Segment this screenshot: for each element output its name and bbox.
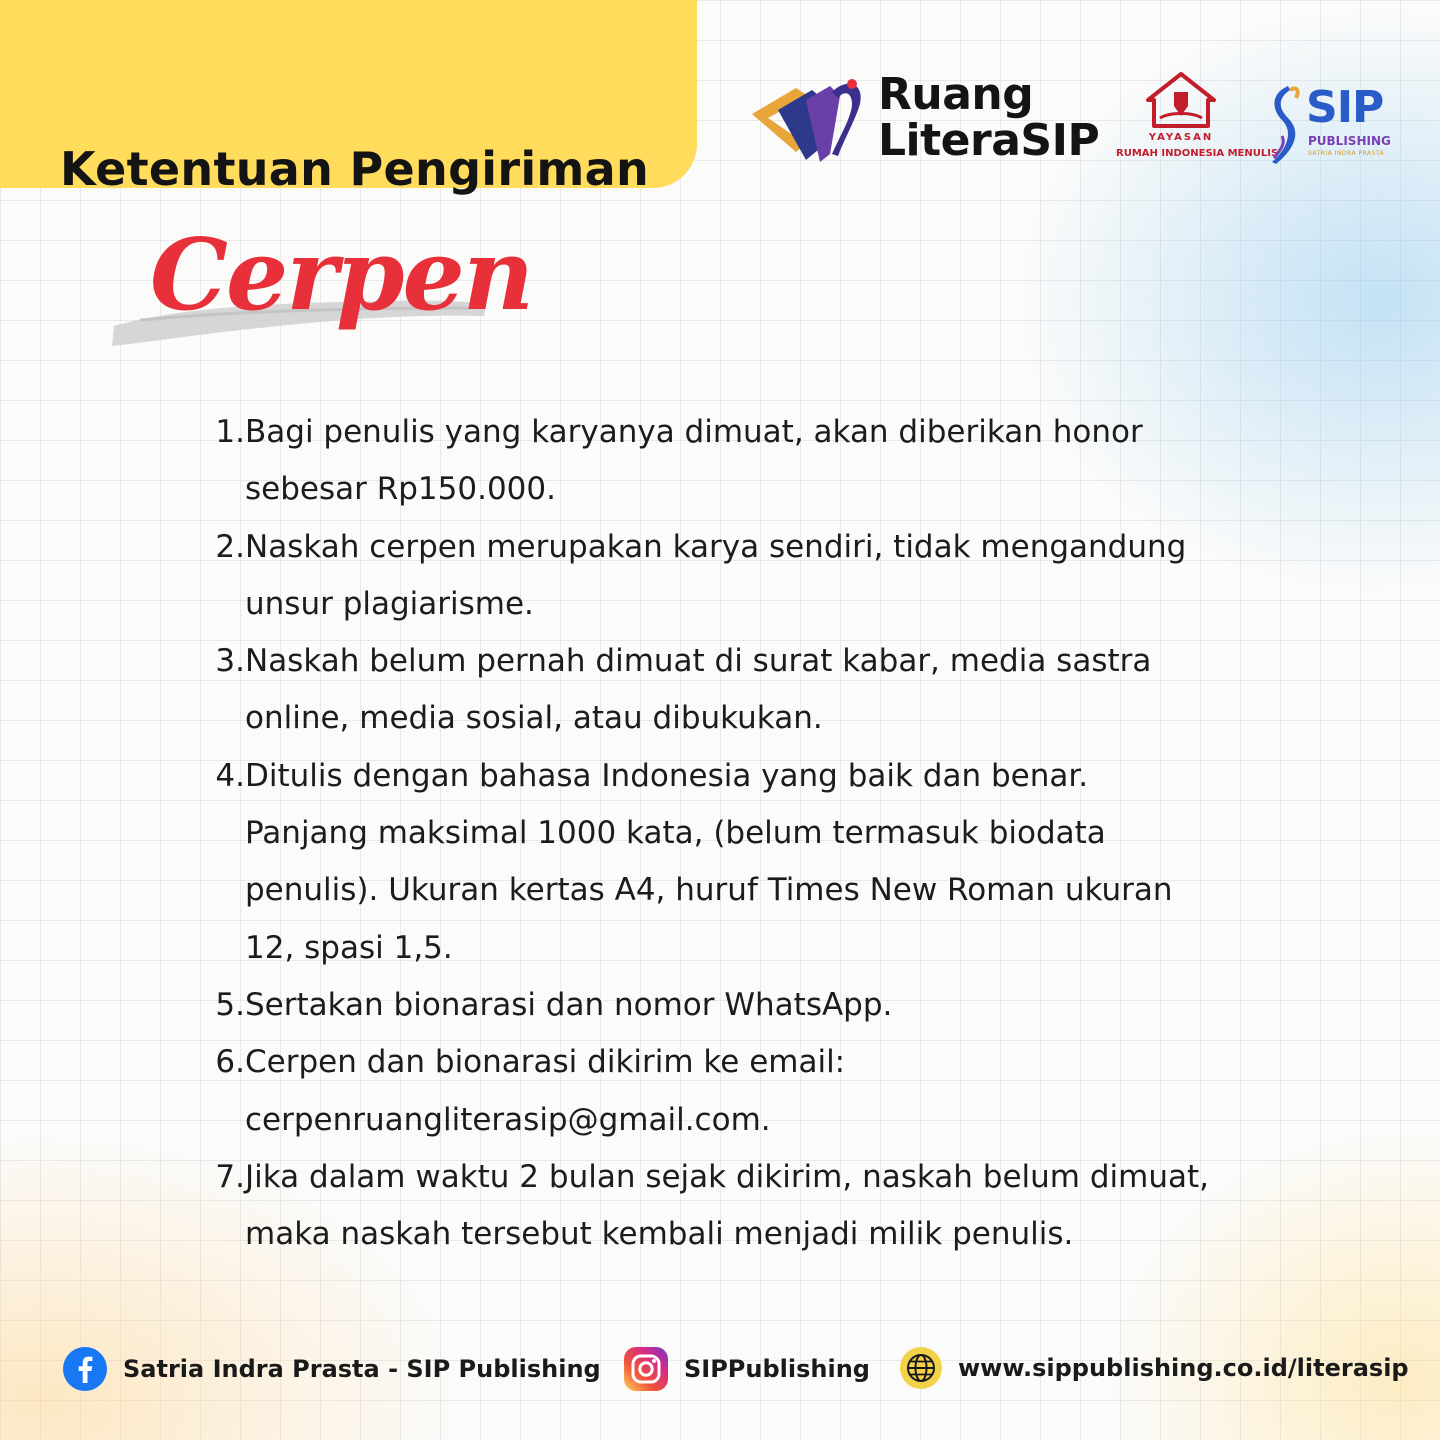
rule-item: [210, 977, 1270, 1034]
rule-item: [210, 748, 1270, 977]
rule-line: maka naskah tersebut kembali menjadi milik penulis.: [245, 1216, 1074, 1253]
sip-swoosh-icon: [1260, 80, 1304, 166]
publishing-label: PUBLISHING: [1308, 134, 1391, 148]
rule-item: [210, 633, 1270, 748]
sip-publishing-logo: [1260, 80, 1391, 170]
footer: [0, 1340, 1440, 1396]
rule-line: sebesar Rp150.000.: [245, 471, 556, 508]
yayasan-rumah-indonesia-menulis-logo: [1116, 70, 1279, 170]
rule-text: [245, 977, 1270, 1034]
instagram-link[interactable]: [623, 1346, 870, 1392]
globe-icon: [899, 1346, 943, 1390]
rule-number: 2.: [215, 528, 245, 565]
rule-text: [245, 1149, 1270, 1264]
rule-line: Jika dalam waktu 2 bulan sejak dikirim, naskah belum dimuat,: [245, 1158, 1209, 1195]
rule-text: [245, 519, 1270, 634]
literasip-word: LiteraSIP: [878, 115, 1100, 166]
rule-number: 1.: [215, 414, 245, 450]
rule-line: cerpenruangliterasip@gmail.com.: [245, 1101, 771, 1138]
script-title: Cerpen: [150, 218, 533, 333]
rule-text: [245, 633, 1270, 748]
website-label: www.sippublishing.co.id/literasip: [958, 1354, 1409, 1382]
rule-line: unsur plagiarisme.: [245, 585, 534, 622]
rule-line: Ditulis dengan bahasa Indonesia yang baik dan benar.: [245, 757, 1089, 794]
rule-line: 12, spasi 1,5.: [245, 929, 453, 966]
rule-line: Panjang maksimal 1000 kata, (belum termasuk biodata: [245, 815, 1106, 852]
house-pen-icon: [1116, 70, 1246, 132]
partner-logos: [748, 69, 1391, 170]
rule-number: 3.: [215, 643, 245, 680]
rule-number: 5.: [215, 986, 245, 1023]
rule-item: [210, 519, 1270, 634]
ruang-literasip-logo: [748, 70, 1108, 170]
rule-number: 7.: [215, 1158, 245, 1195]
rule-item: [210, 1149, 1270, 1264]
rule-item: [210, 1034, 1270, 1149]
rule-line: Naskah cerpen merupakan karya sendiri, tidak mengandung: [245, 528, 1187, 565]
rules-list: [210, 404, 1270, 1263]
rule-number: 6.: [215, 1044, 245, 1081]
rule-line: Sertakan bionarasi dan nomor WhatsApp.: [245, 986, 893, 1023]
sip-wordmark: SIP: [1306, 82, 1384, 133]
rule-line: Naskah belum pernah dimuat di surat kabar, media sastra: [245, 643, 1152, 680]
rule-number: 4.: [215, 757, 245, 794]
ruang-literasip-wordmark: [878, 69, 1100, 166]
facebook-icon: [62, 1346, 108, 1392]
facebook-label: Satria Indra Prasta - SIP Publishing: [123, 1355, 601, 1383]
rule-text: [245, 1034, 1270, 1149]
instagram-label: SIPPublishing: [684, 1355, 870, 1383]
facebook-link[interactable]: [62, 1346, 601, 1392]
rule-line: penulis). Ukuran kertas A4, huruf Times New Roman ukuran: [245, 872, 1173, 909]
satria-indra-prasta-label: SATRIA INDRA PRASTA: [1308, 150, 1385, 157]
rule-item: [210, 404, 1270, 519]
rule-line: Bagi penulis yang karyanya dimuat, akan diberikan honor: [245, 414, 1143, 450]
page-title: Ketentuan Pengiriman: [60, 142, 650, 196]
rule-text: [245, 404, 1270, 519]
book-swoosh-icon: [748, 70, 873, 170]
instagram-icon: [623, 1346, 669, 1392]
rule-line: online, media sosial, atau dibukukan.: [245, 700, 823, 737]
rule-line: Cerpen dan bionarasi dikirim ke email:: [245, 1044, 846, 1081]
yayasan-label: YAYASAN: [1148, 132, 1214, 143]
rumah-indonesia-menulis-label: RUMAH INDONESIA MENULIS: [1116, 148, 1279, 159]
website-link[interactable]: [899, 1346, 1409, 1390]
ruang-word: Ruang: [878, 69, 1034, 120]
rule-text: [245, 748, 1270, 977]
